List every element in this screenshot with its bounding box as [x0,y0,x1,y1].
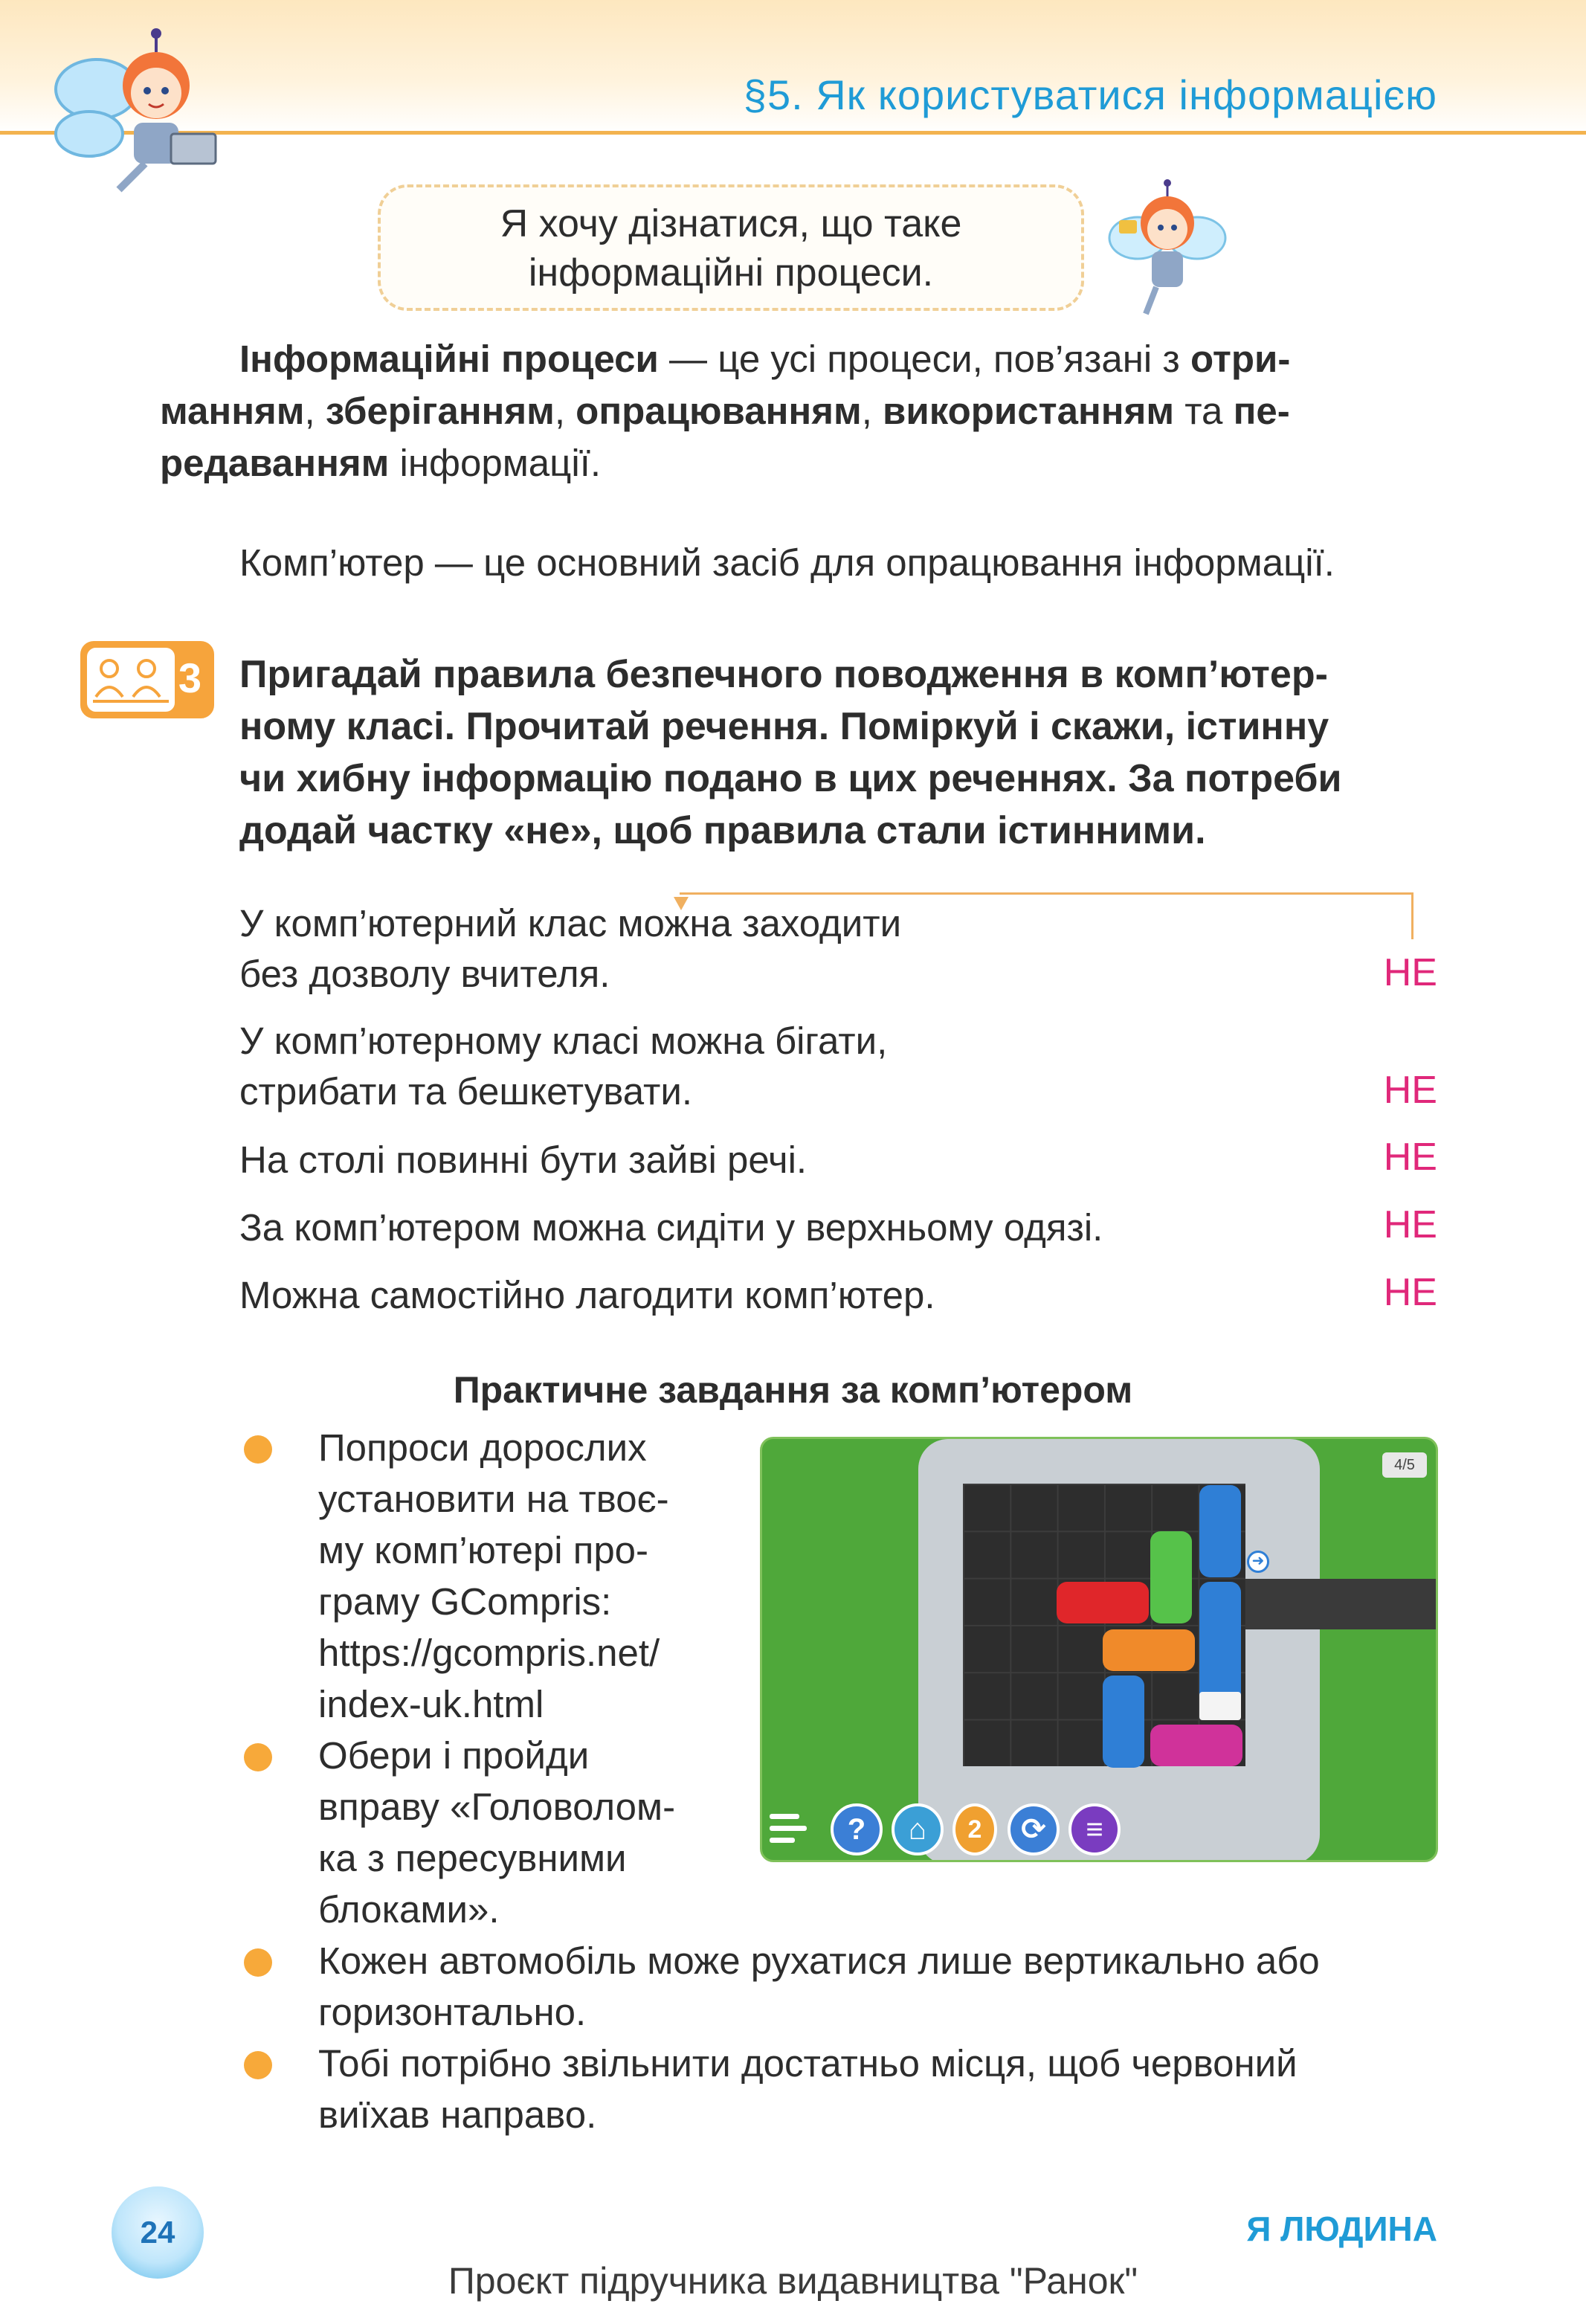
red-car[interactable] [1057,1582,1149,1623]
rule-ne-mark: НЕ [1383,1136,1437,1179]
bullet-2 [318,1730,750,1935]
definition-text: та [1174,390,1234,432]
bullet-line: виїхав направо. [318,2093,597,2136]
rule-ne-mark: НЕ [1383,951,1437,994]
bullet-line: блоками». [318,1888,500,1931]
definition-text: , [861,390,883,432]
bullet-line: установити на твоє- [318,1478,669,1520]
help-button[interactable]: ? [831,1803,883,1855]
bubble-line-1: Я хочу дізнатися, що таке [500,202,962,245]
practical-title: Практичне завдання за комп’ютером [453,1369,1133,1411]
bullet-dot [244,1948,272,1977]
definition-bold: опрацюванням [576,390,862,432]
definition-bold: редаванням [160,442,390,484]
level-number: 2 [952,1803,997,1855]
level-badge: 4/5 [1382,1452,1427,1478]
definition-text: , [554,390,576,432]
bullet-line: ка з пересувними [318,1837,627,1879]
rule-item: Можна самостійно лагодити комп’ютер. [239,1274,935,1316]
gcompris-link[interactable]: index-uk.html [318,1683,544,1725]
pink-car[interactable] [1150,1725,1242,1766]
bullet-line: Кожен автомобіль може рухатися лише вертикально або [318,1940,1320,1982]
white-truck-cab [1199,1692,1241,1720]
gcompris-screenshot [760,1437,1438,1862]
menu-list-button[interactable]: ≡ [1068,1803,1121,1855]
people-discussion-icon [87,648,175,712]
rule-ne-mark: НЕ [1383,1271,1437,1314]
section-label: Я ЛЮДИНА [1246,2209,1437,2248]
task-number: 3 [178,654,202,701]
definition-line-2 [160,385,1439,437]
speech-bubble [378,184,1084,311]
task-badge [80,641,214,718]
definition-term: Інформаційні процеси [239,338,659,380]
bullet-line: Попроси дорослих [318,1426,647,1469]
task-line: додай частку «не», щоб правила стали істинними. [239,809,1206,852]
definition-bold: використанням [883,390,1175,432]
definition-bold: отри- [1190,338,1291,380]
bullet-line: Тобі потрібно звільнити достатньо місця, щоб червоний [318,2042,1298,2085]
bullet-dot [244,2051,272,2079]
definition-bold: манням [160,390,305,432]
page-number: 24 [112,2186,204,2279]
rule-item [239,1016,887,1117]
rule-item: За комп’ютером можна сидіти у верхньому одязі. [239,1206,1103,1249]
definition-line-3 [160,437,1439,489]
bullet-line: му комп’ютері про- [318,1529,649,1571]
rule-text: стрибати та бешкетувати. [239,1070,693,1113]
task-line: Пригадай правила безпечного поводження в комп’ютер- [239,653,1328,696]
bullet-4 [318,2038,1448,2140]
home-button[interactable]: ⌂ [892,1803,944,1855]
exit-road [1245,1579,1438,1629]
publisher-note: Проєкт підручника видавництва "Ранок" [448,2260,1138,2302]
rule-ne-mark: НЕ [1383,1203,1437,1246]
rule-text: без дозволу вчителя. [239,953,610,995]
section-title: §5. Як користуватися інформацією [743,71,1437,118]
rule-text: У комп’ютерному класі можна бігати, [239,1020,888,1062]
rule-item [239,898,901,1000]
header-rule [0,131,1586,135]
definition-text: — це усі процеси, пов’язані з [658,338,1190,380]
bullet-line: граму GCompris: [318,1580,612,1623]
bullet-1 [318,1422,750,1730]
exit-arrow-icon: ➜ [1247,1551,1269,1573]
green-car[interactable] [1150,1531,1192,1623]
blue-car-top[interactable] [1199,1485,1241,1577]
blue-car-bottom[interactable] [1103,1676,1144,1768]
bullet-dot [244,1435,272,1464]
definition-text: , [304,390,326,432]
fairy-mascot-icon [45,22,231,201]
bullet-3 [318,1935,1448,2038]
bullet-dot [244,1743,272,1771]
definition-bold: зберіганням [325,390,555,432]
rule-item: На столі повинні бути зайві речі. [239,1139,807,1181]
definition-bold: пе- [1233,390,1290,432]
bullet-line: горизонтально. [318,1991,587,2033]
bubble-line-2: інформаційні процеси. [528,251,934,294]
computer-sentence: Комп’ютер — це основний засіб для опрацювання інформації. [239,541,1335,584]
bullet-line: Обери і пройди [318,1734,590,1777]
rule-text: У комп’ютерний клас можна заходити [239,902,902,944]
definition-paragraph [160,333,1439,489]
task-line: ному класі. Прочитай речення. Поміркуй і скажи, істинну [239,705,1329,748]
menu-lines-icon[interactable] [765,1805,813,1853]
definition-text: інформації. [389,442,602,484]
orange-car[interactable] [1103,1629,1195,1671]
gcompris-link[interactable]: https://gcompris.net/ [318,1632,660,1674]
task-line: чи хибну інформацію подано в цих реченнях. За потреби [239,757,1342,800]
small-fairy-icon [1104,178,1231,320]
rule-ne-mark: НЕ [1383,1069,1437,1112]
reload-button[interactable]: ⟳ [1008,1803,1060,1855]
task-badge-inner [87,648,175,712]
bullet-line: вправу «Головолом- [318,1786,676,1828]
definition-line-1 [160,333,1439,385]
task-instructions [239,648,1440,857]
